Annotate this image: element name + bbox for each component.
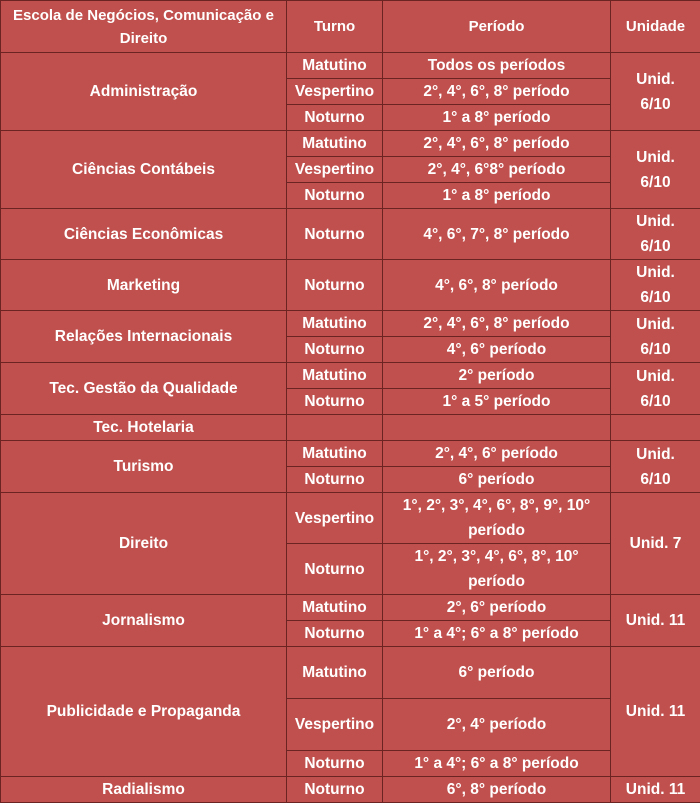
shift-cell: Noturno [287, 260, 383, 311]
shift-cell: Vespertino [287, 79, 383, 105]
table-header-row [1, 1, 700, 53]
shift-cell: Matutino [287, 53, 383, 79]
period-cell: 2°, 4°, 6°, 8° período [383, 311, 611, 337]
period-cell: 6° período [383, 647, 611, 699]
shift-cell: Noturno [287, 751, 383, 777]
period-cell: 4°, 6°, 8° período [383, 260, 611, 311]
course-name: Tec. Hotelaria [1, 415, 287, 441]
shift-cell: Noturno [287, 389, 383, 415]
table-row [1, 311, 700, 337]
course-name: Administração [1, 53, 287, 131]
shift-cell: Vespertino [287, 699, 383, 751]
header-school: Escola de Negócios, Comunicação e Direito [1, 1, 287, 53]
period-cell: 2°, 4° período [383, 699, 611, 751]
period-cell: 4°, 6° período [383, 337, 611, 363]
period-cell: 2°, 4°, 6° período [383, 441, 611, 467]
course-name: Radialismo [1, 777, 287, 803]
period-cell: 2° período [383, 363, 611, 389]
period-cell: 1° a 4°; 6° a 8° período [383, 751, 611, 777]
shift-cell: Noturno [287, 337, 383, 363]
table-row [1, 131, 700, 157]
shift-cell: Noturno [287, 621, 383, 647]
course-name: Jornalismo [1, 595, 287, 647]
period-cell: 6°, 8° período [383, 777, 611, 803]
course-name: Marketing [1, 260, 287, 311]
shift-cell: Noturno [287, 209, 383, 260]
shift-cell: Matutino [287, 363, 383, 389]
shift-cell: Vespertino [287, 157, 383, 183]
unit-cell: Unid. 7 [611, 493, 700, 595]
period-cell: 1° a 5° período [383, 389, 611, 415]
table-row [1, 595, 700, 621]
table-row [1, 441, 700, 467]
unit-cell: Unid. 6/10 [611, 53, 700, 131]
period-cell: 4°, 6°, 7°, 8° período [383, 209, 611, 260]
unit-cell: Unid. 11 [611, 647, 700, 777]
table-row [1, 209, 700, 260]
period-cell: 2°, 4°, 6°, 8° período [383, 79, 611, 105]
period-cell [383, 415, 611, 441]
shift-cell: Noturno [287, 467, 383, 493]
unit-cell: Unid. 6/10 [611, 363, 700, 415]
table-row [1, 53, 700, 79]
course-name: Ciências Contábeis [1, 131, 287, 209]
table-row [1, 777, 700, 803]
period-cell: 2°, 4°, 6°, 8° período [383, 131, 611, 157]
course-name: Direito [1, 493, 287, 595]
unit-cell: Unid. 6/10 [611, 441, 700, 493]
unit-cell: Unid. 11 [611, 595, 700, 647]
shift-cell: Matutino [287, 441, 383, 467]
table-row [1, 260, 700, 311]
shift-cell: Matutino [287, 131, 383, 157]
header-periodo: Período [383, 1, 611, 53]
shift-cell: Matutino [287, 311, 383, 337]
shift-cell: Matutino [287, 595, 383, 621]
period-cell: 2°, 6° período [383, 595, 611, 621]
unit-cell [611, 415, 700, 441]
table-row [1, 363, 700, 389]
course-name: Relações Internacionais [1, 311, 287, 363]
period-cell: 1°, 2°, 3°, 4°, 6°, 8°, 10° período [383, 544, 611, 595]
table-row [1, 493, 700, 544]
unit-cell: Unid. 6/10 [611, 260, 700, 311]
period-cell: 1° a 8° período [383, 105, 611, 131]
course-name: Ciências Econômicas [1, 209, 287, 260]
unit-cell: Unid. 6/10 [611, 209, 700, 260]
unit-cell: Unid. 11 [611, 777, 700, 803]
period-cell: 6° período [383, 467, 611, 493]
period-cell: Todos os períodos [383, 53, 611, 79]
shift-cell: Vespertino [287, 493, 383, 544]
course-name: Tec. Gestão da Qualidade [1, 363, 287, 415]
period-cell: 1°, 2°, 3°, 4°, 6°, 8°, 9°, 10° período [383, 493, 611, 544]
shift-cell: Matutino [287, 647, 383, 699]
table-row [1, 415, 700, 441]
shift-cell: Noturno [287, 105, 383, 131]
header-turno: Turno [287, 1, 383, 53]
period-cell: 1° a 8° período [383, 183, 611, 209]
course-name: Publicidade e Propaganda [1, 647, 287, 777]
shift-cell: Noturno [287, 544, 383, 595]
shift-cell [287, 415, 383, 441]
unit-cell: Unid. 6/10 [611, 311, 700, 363]
shift-cell: Noturno [287, 183, 383, 209]
period-cell: 1° a 4°; 6° a 8° período [383, 621, 611, 647]
table-row [1, 647, 700, 699]
header-unidade: Unidade [611, 1, 700, 53]
period-cell: 2°, 4°, 6°8° período [383, 157, 611, 183]
course-name: Turismo [1, 441, 287, 493]
unit-cell: Unid. 6/10 [611, 131, 700, 209]
shift-cell: Noturno [287, 777, 383, 803]
